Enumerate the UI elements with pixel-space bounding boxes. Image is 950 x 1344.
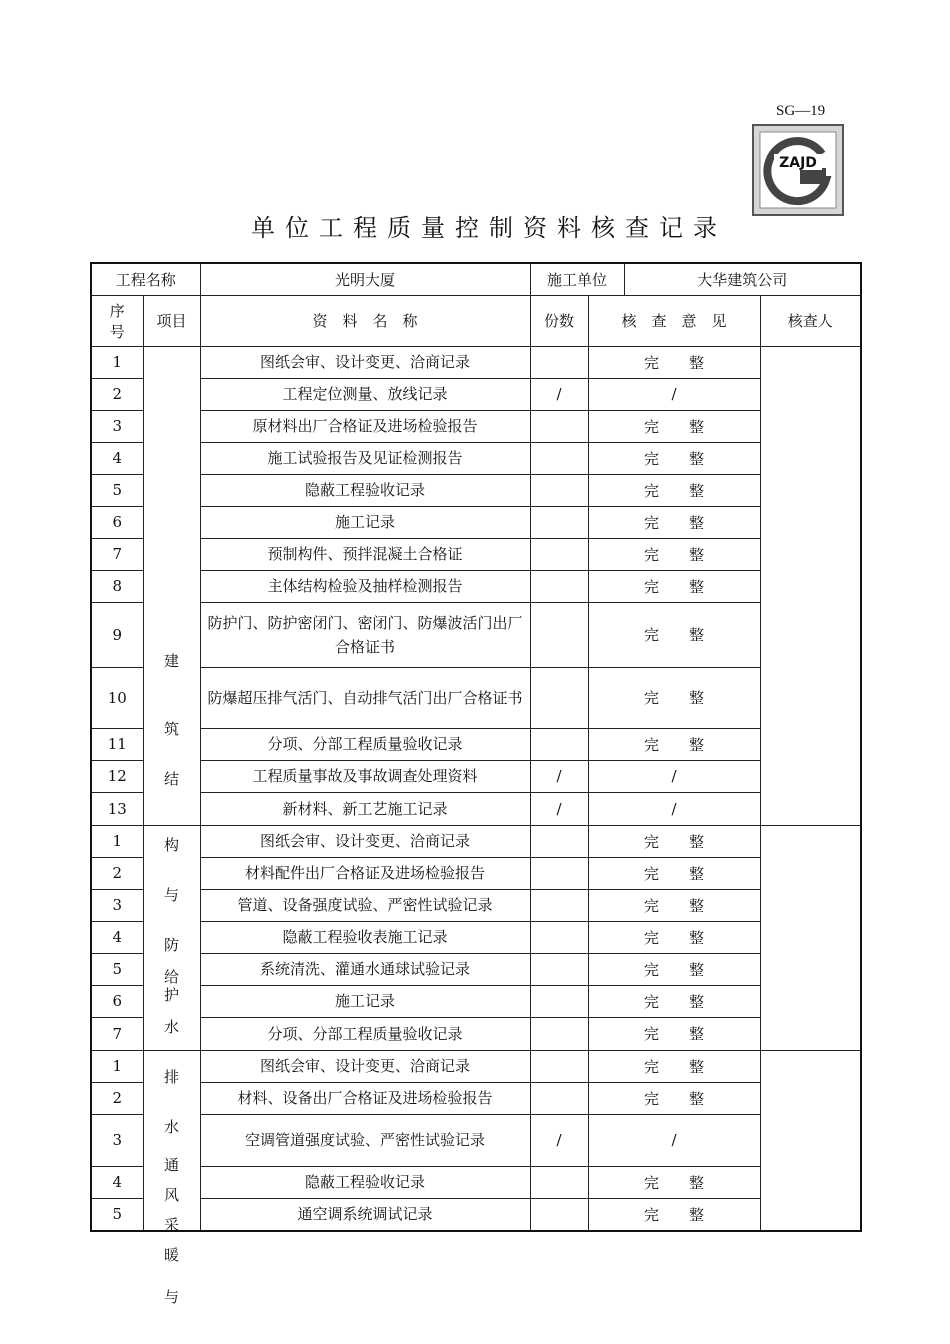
seq-header (91, 295, 143, 346)
table-row (91, 1198, 861, 1231)
document-name: 施工记录 (200, 985, 530, 1017)
category-cell (143, 1050, 200, 1307)
category-char: 构 (164, 835, 180, 854)
copies-value: / (530, 792, 588, 825)
document-name: 材料、设备出厂合格证及进场检验报告 (200, 1082, 530, 1114)
table-row (91, 857, 861, 889)
category-char: 风 (164, 1186, 180, 1205)
document-name: 防爆超压排气活门、自动排气活门出厂合格证书 (200, 667, 530, 728)
document-name: 分项、分部工程质量验收记录 (200, 728, 530, 760)
opinion-value: 完 整 (588, 953, 760, 985)
document-name: 施工记录 (200, 506, 530, 538)
table-row (91, 378, 861, 410)
copies-value (530, 953, 588, 985)
row-number: 11 (91, 728, 143, 760)
row-number: 1 (91, 346, 143, 378)
table-row (91, 1017, 861, 1050)
copies-value (530, 442, 588, 474)
category-char: 暖 (164, 1246, 180, 1265)
seq-header-1: 序 (109, 301, 125, 320)
table-row (91, 538, 861, 570)
document-name: 隐蔽工程验收表施工记录 (200, 921, 530, 953)
zajd-logo-icon (752, 124, 844, 216)
opinion-value: 完 整 (588, 1017, 760, 1050)
copies-value: / (530, 760, 588, 792)
copies-value (530, 667, 588, 728)
category-char: 结 (164, 769, 180, 788)
table-row (91, 474, 861, 506)
opinion-value: / (588, 378, 760, 410)
row-number: 2 (91, 857, 143, 889)
row-number: 6 (91, 506, 143, 538)
copies-value (530, 889, 588, 921)
table-row (91, 346, 861, 378)
category-char: 水 (164, 1017, 180, 1036)
opinion-value: 完 整 (588, 538, 760, 570)
document-name: 分项、分部工程质量验收记录 (200, 1017, 530, 1050)
table-row (91, 889, 861, 921)
table-row (91, 760, 861, 792)
table-row (91, 1166, 861, 1198)
copies-value: / (530, 378, 588, 410)
table-row (91, 825, 861, 857)
row-number: 1 (91, 1050, 143, 1082)
unit-value: 大华建筑公司 (624, 263, 861, 295)
copies-value (530, 1082, 588, 1114)
copies-value (530, 985, 588, 1017)
opinion-header: 核 查 意 见 (588, 295, 760, 346)
row-number: 2 (91, 378, 143, 410)
category-char: 护 (164, 985, 180, 1004)
copies-value (530, 1166, 588, 1198)
row-number: 3 (91, 1114, 143, 1166)
checker-cell (760, 825, 861, 1050)
document-code: SG—19 (776, 103, 826, 119)
category-char: 水 (164, 1117, 180, 1136)
document-name: 系统清洗、灌通水通球试验记录 (200, 953, 530, 985)
opinion-value: 完 整 (588, 570, 760, 602)
row-number: 1 (91, 825, 143, 857)
copies-value (530, 1017, 588, 1050)
table-row (91, 1082, 861, 1114)
opinion-value: 完 整 (588, 1198, 760, 1231)
document-name: 图纸会审、设计变更、洽商记录 (200, 825, 530, 857)
document-name: 管道、设备强度试验、严密性试验记录 (200, 889, 530, 921)
row-number: 3 (91, 410, 143, 442)
copies-value (530, 921, 588, 953)
table-row (91, 985, 861, 1017)
category-cell (143, 346, 200, 1004)
category-char: 通 (164, 1156, 180, 1175)
header-row-columns (91, 295, 861, 346)
project-label: 工程名称 (91, 263, 200, 295)
row-number: 7 (91, 538, 143, 570)
row-number: 8 (91, 570, 143, 602)
opinion-value: / (588, 760, 760, 792)
document-name: 通空调系统调试记录 (200, 1198, 530, 1231)
row-number: 2 (91, 1082, 143, 1114)
document-name: 图纸会审、设计变更、洽商记录 (200, 346, 530, 378)
checker-cell (760, 346, 861, 825)
document-name: 防护门、防护密闭门、密闭门、防爆波活门出厂合格证书 (200, 602, 530, 667)
document-name: 预制构件、预拌混凝土合格证 (200, 538, 530, 570)
category-char: 与 (164, 1288, 180, 1307)
row-number: 5 (91, 1198, 143, 1231)
opinion-value: 完 整 (588, 442, 760, 474)
table-row (91, 602, 861, 667)
opinion-value: 完 整 (588, 985, 760, 1017)
opinion-value: 完 整 (588, 602, 760, 667)
opinion-value: 完 整 (588, 667, 760, 728)
page-title: 单位工程质量控制资料核查记录 (251, 214, 727, 242)
row-number: 13 (91, 792, 143, 825)
doc-name-header: 资 料 名 称 (200, 295, 530, 346)
table-row (91, 506, 861, 538)
document-name: 施工试验报告及见证检测报告 (200, 442, 530, 474)
table-row (91, 1114, 861, 1166)
opinion-value: 完 整 (588, 474, 760, 506)
header-row-project (91, 263, 861, 295)
category-cell (143, 825, 200, 1136)
copies-value (530, 857, 588, 889)
opinion-value: 完 整 (588, 728, 760, 760)
svg-text:ZAJD: ZAJD (779, 155, 817, 171)
copies-value (530, 570, 588, 602)
document-name: 隐蔽工程验收记录 (200, 474, 530, 506)
table-row (91, 1050, 861, 1082)
copies-value (530, 1198, 588, 1231)
copies-value (530, 410, 588, 442)
unit-label: 施工单位 (530, 263, 624, 295)
copies-value (530, 346, 588, 378)
table-row (91, 570, 861, 602)
checker-cell (760, 1050, 861, 1231)
copies-value (530, 506, 588, 538)
item-header: 项目 (143, 295, 200, 346)
copies-value (530, 728, 588, 760)
copies-value (530, 1050, 588, 1082)
category-char: 排 (164, 1067, 180, 1086)
document-name: 空调管道强度试验、严密性试验记录 (200, 1114, 530, 1166)
opinion-value: 完 整 (588, 825, 760, 857)
copies-value: / (530, 1114, 588, 1166)
copies-value (530, 538, 588, 570)
opinion-value: 完 整 (588, 1166, 760, 1198)
copies-value (530, 474, 588, 506)
row-number: 12 (91, 760, 143, 792)
seq-header-2: 号 (109, 322, 125, 341)
category-char: 与 (164, 885, 180, 904)
row-number: 6 (91, 985, 143, 1017)
table-row (91, 667, 861, 728)
opinion-value: 完 整 (588, 857, 760, 889)
category-char: 建 (164, 651, 180, 670)
project-value: 光明大厦 (200, 263, 530, 295)
row-number: 4 (91, 921, 143, 953)
document-name: 工程质量事故及事故调查处理资料 (200, 760, 530, 792)
checker-header: 核查人 (760, 295, 861, 346)
document-name: 原材料出厂合格证及进场检验报告 (200, 410, 530, 442)
table-row (91, 410, 861, 442)
document-name: 新材料、新工艺施工记录 (200, 792, 530, 825)
document-name: 材料配件出厂合格证及进场检验报告 (200, 857, 530, 889)
opinion-value: 完 整 (588, 506, 760, 538)
document-name: 图纸会审、设计变更、洽商记录 (200, 1050, 530, 1082)
copies-value (530, 825, 588, 857)
opinion-value: 完 整 (588, 1082, 760, 1114)
row-number: 10 (91, 667, 143, 728)
table-row (91, 921, 861, 953)
table-row (91, 442, 861, 474)
opinion-value: / (588, 1114, 760, 1166)
opinion-value: 完 整 (588, 346, 760, 378)
table-row (91, 728, 861, 760)
row-number: 4 (91, 1166, 143, 1198)
opinion-value: 完 整 (588, 921, 760, 953)
document-name: 主体结构检验及抽样检测报告 (200, 570, 530, 602)
table-row (91, 953, 861, 985)
row-number: 9 (91, 602, 143, 667)
category-char: 给 (164, 967, 180, 986)
row-number: 5 (91, 474, 143, 506)
category-char: 筑 (164, 719, 180, 738)
opinion-value: 完 整 (588, 410, 760, 442)
opinion-value: / (588, 792, 760, 825)
document-name: 隐蔽工程验收记录 (200, 1166, 530, 1198)
copies-value (530, 602, 588, 667)
category-char: 采 (164, 1216, 180, 1235)
row-number: 5 (91, 953, 143, 985)
table-row (91, 792, 861, 825)
copies-header: 份数 (530, 295, 588, 346)
category-char: 防 (164, 935, 180, 954)
document-name: 工程定位测量、放线记录 (200, 378, 530, 410)
quality-control-table (90, 262, 862, 1307)
row-number: 3 (91, 889, 143, 921)
opinion-value: 完 整 (588, 1050, 760, 1082)
row-number: 4 (91, 442, 143, 474)
row-number: 7 (91, 1017, 143, 1050)
opinion-value: 完 整 (588, 889, 760, 921)
